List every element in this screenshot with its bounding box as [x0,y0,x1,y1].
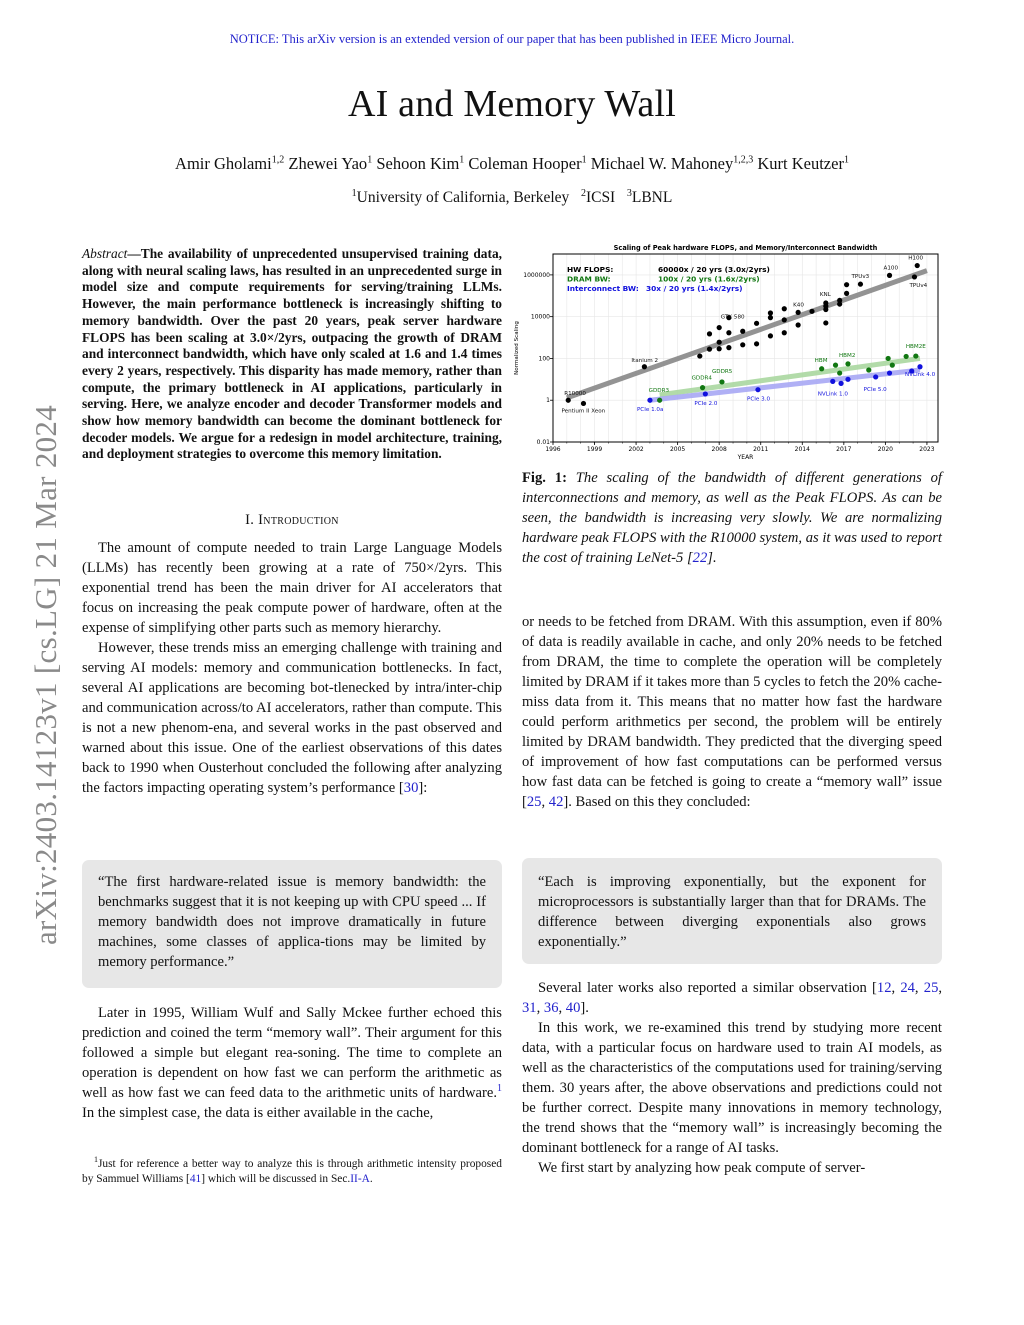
figure-1-chart [508,242,948,462]
data-point [642,364,647,369]
author-name: Kurt Keutzer$^1$ [757,154,849,173]
intro-paragraph-6: In this work, we re-examined this trend by studying more recent data, with a particular focus on hardware used to train AI models, as well as the characteristics of the computations used for training/serving them. 30 years after, the above observations and predictions could not be further correct. Despite many innovations in memory technology, the trend shows that the “memory wall” is increasingly becoming the dominant bottleneck for a range of AI tasks. [522,1020,942,1156]
footnote: $^1$Just for reference a better way to analyze this is through arithmetic intensity proposed by Sammuel Williams [41] which will be discussed in Sec.II-A. [82,1155,502,1185]
svg-text:2008: 2008 [711,446,727,453]
author-name: Sehoon Kim$^1$ [376,154,465,173]
svg-text:1: 1 [546,397,550,405]
svg-text:2017: 2017 [836,446,852,453]
data-point [726,345,731,350]
data-point [830,379,835,384]
svg-text:1000000: 1000000 [523,271,550,279]
data-point [566,398,571,403]
data-point [838,381,843,386]
data-point [768,315,773,320]
svg-text:Itanium 2: Itanium 2 [631,357,659,364]
svg-text:PCIe 2.0: PCIe 2.0 [694,400,718,407]
data-point [823,307,828,312]
data-point [657,398,662,403]
svg-text:GTX 580: GTX 580 [720,314,745,321]
legend-label: Interconnect BW: [567,284,639,293]
svg-text:NVLink 1.0: NVLink 1.0 [817,391,848,398]
data-point [768,333,773,338]
section-heading: I. Introduction [245,512,339,528]
wulf-mckee-quote: “Each is improving exponentially, but the exponent for microprocessors is substantially larger than that for DRAMs. The difference between diverging exponentials also grows exponentially.” [522,858,942,964]
svg-text:A100: A100 [883,265,899,272]
data-point [754,321,759,326]
citation-link[interactable]: 25 [923,980,939,996]
data-point [833,363,838,368]
data-point [703,391,708,396]
abstract-text: The availability of unprecedented unsupervised training data, along with neural scaling laws, has resulted in an unprecedented surge in model size and compute requirements for serving/training LLMs. However, the main performance bottleneck is increasingly shifting to memory bandwidth. Over the past 20 years, peak server hardware FLOPS has been scaling at 3.0×/2yrs, outpacing the growth of DRAM and interconnect bandwidth, which have only scaled at 1.6 and 1.4 times every 2 years, respectively. This disparity has made memory, rather than compute, the primary bottleneck in AI applications, particularly in serving. Here, we analyze encoder and decoder Transformer models and show how memory bandwidth can become the dominant bottleneck for decoder models. We argue for a redesign in model architecture, training, and deployment strategies to overcome this memory limitation. [82,246,502,462]
citation-link[interactable]: 42 [548,794,564,810]
affiliation: $^2$ICSI [580,187,616,206]
author-name: Amir Gholami$^{1,2}$ [175,154,285,173]
data-point [858,282,863,287]
x-axis-label: YEAR [737,454,754,461]
intro-paragraph-4: or needs to be fetched from DRAM. With this assumption, even if 80% of data is readily available in cache, and only 20% needs to be fetched from DRAM, the time to complete the operation will be completely limited by DRAM if it takes more than 5 cycles to fetch the 20% cache-miss data from it. This means that no matter how fast the hardware could perform arithmetics per second, the problem will be entirely limited by DRAM bandwidth. They predicted that the diverging speed of improvement of how fast computations can be performed versus how fast data can be fetched is going to create a “memory wall” issue [25, 42]. Based on this they concluded: [522,614,942,810]
citation-link[interactable]: 40 [565,1000,581,1016]
data-point [717,340,722,345]
svg-text:KNL: KNL [819,292,831,299]
svg-text:HBM2E: HBM2E [905,344,926,351]
citation-link[interactable]: 31 [522,1000,537,1016]
data-point [796,322,801,327]
svg-text:K40: K40 [793,302,804,309]
citation-link[interactable]: 30 [403,780,419,796]
svg-text:0.01: 0.01 [536,439,550,446]
citation-link[interactable]: 36 [543,1000,559,1016]
svg-text:2011: 2011 [753,446,769,453]
author-name: Zhewei Yao$^1$ [288,154,373,173]
data-point [915,263,920,268]
svg-text:HBM2: HBM2 [838,352,856,359]
figure-1-caption: Fig. 1: The scaling of the bandwidth of different generations of interconnections and memory, as well as the Peak FLOPS. As can be seen, the bandwidth is increasing very slowly. We are normalizing hardware peak FLOPS with the R10000 system, as it was used to report the cost of training LeNet-5 [22]. [522,470,942,566]
author-name: Coleman Hooper$^1$ [468,154,587,173]
svg-text:HBM: HBM [814,357,828,364]
data-point [887,370,892,375]
section-link[interactable]: II-A [350,1172,370,1185]
data-point [913,353,918,358]
svg-text:NVLink 4.0: NVLink 4.0 [904,371,936,378]
data-point [887,273,892,278]
data-point [844,291,849,296]
chart-title: Scaling of Peak hardware FLOPS, and Memory/Interconnect Bandwidth [613,244,878,252]
data-point [866,367,871,372]
citation-link[interactable]: 41 [189,1172,202,1185]
introduction-section [82,510,502,798]
data-point [719,379,724,384]
data-point [823,320,828,325]
data-point [837,301,842,306]
svg-text:Pentium II Xeon: Pentium II Xeon [561,408,606,415]
abstract: Abstract—The availability of unprecedented unsupervised training data, along with neural scaling laws, has resulted in an unprecedented surge in model size and compute requirements for serving/training LLMs. However, the main performance bottleneck is increasingly shifting to memory bandwidth. Over the past 20 years, peak server hardware FLOPS has been scaling at 3.0×/2yrs, outpacing the growth of DRAM and interconnect bandwidth, which have only scaled at 1.6 and 1.4 times every 2 years, respectively. This disparity has made memory, rather than compute, the primary bottleneck in AI applications, particularly in serving. Here, we analyze encoder and decoder Transformer models and show how memory bandwidth can become the dominant bottleneck for decoder models. We argue for a redesign in model architecture, training, and deployment strategies to overcome this memory limitation. [82,246,502,462]
data-point [717,325,722,330]
intro-paragraph-3: Later in 1995, William Wulf and Sally Mckee further echoed this prediction and coined the term “memory wall”. Their argument for this followed a simple but elegant rea-soning. The time to complete an operation is dependent on how fast we can perform the arithmetic as well as how fast we can feed data to the arithmetic units of hardware.$^1$ In the simplest case, the data is either available in the cache, [82,1005,502,1121]
data-point [873,374,878,379]
intro-paragraph-5: Several later works also reported a similar observation [12, 24, 25, 31, 36, 40]. [522,980,943,1016]
svg-text:2005: 2005 [669,446,686,453]
citation-link[interactable]: 12 [876,980,892,996]
legend-value: 60000x / 20 yrs (3.0x/2yrs) [658,265,770,274]
data-point [890,363,895,368]
citation-link[interactable]: 25 [526,794,542,810]
data-point [581,401,586,406]
svg-text:GDDR4: GDDR4 [691,375,712,382]
data-point [844,282,849,287]
svg-text:10000: 10000 [530,313,550,321]
svg-text:1996: 1996 [545,446,561,453]
svg-text:TPUv3: TPUv3 [851,274,870,281]
svg-text:PCIe 5.0: PCIe 5.0 [863,386,887,393]
figure-label: Fig. 1: [522,470,567,486]
data-point [917,364,922,369]
data-point [904,354,909,359]
y-axis-label: Normalized Scaling [514,321,520,375]
data-point [754,341,759,346]
svg-text:2002: 2002 [628,446,644,453]
data-point [809,309,814,314]
scaling-chart-svg [508,242,948,462]
intro-paragraphs-5-7 [522,978,942,1178]
publication-notice: NOTICE: This arXiv version is an extended version of our paper that has been published in IEEE Micro Journal. [229,32,795,46]
svg-text:1999: 1999 [586,446,603,453]
legend-value: 100x / 20 yrs (1.6x/2yrs) [658,274,760,284]
abstract-label: Abstract [82,246,128,261]
paper-title: AI and Memory Wall [347,83,677,125]
author-name: Michael W. Mahoney$^{1,2,3}$ [590,154,754,173]
svg-text:PCIe 1.0a: PCIe 1.0a [636,407,664,414]
data-point [740,329,745,334]
data-point [819,366,824,371]
legend-value: 30x / 20 yrs (1.4x/2yrs) [646,284,743,293]
citation-link[interactable]: 22 [692,550,708,566]
svg-text:PCIe 3.0: PCIe 3.0 [746,396,771,403]
affiliation: $^3$LBNL [626,187,673,206]
svg-text:100: 100 [538,355,550,363]
footnote-link[interactable]: 1 [497,1083,502,1095]
data-point [782,330,787,335]
intro-paragraph-7: We first start by analyzing how peak compute of server- [538,1160,866,1176]
svg-text:2014: 2014 [794,446,810,453]
svg-text:2023: 2023 [919,446,935,453]
data-point [782,306,787,311]
svg-text:H100: H100 [908,255,924,262]
data-point [796,310,801,315]
data-point [647,398,652,403]
data-point [768,310,773,315]
data-point [755,387,760,392]
data-point [717,346,722,351]
data-point [886,356,891,361]
data-point [845,361,850,366]
svg-text:GDDR5: GDDR5 [711,368,733,375]
legend-label: DRAM BW: [567,274,611,284]
author-list [0,154,1024,174]
data-point [845,377,850,382]
arxiv-identifier-stamp[interactable]: arXiv:2403.14123v1 [cs.LG] 21 Mar 2024 [28,404,63,945]
data-point [707,347,712,352]
data-point [740,342,745,347]
data-point [912,274,917,279]
svg-text:2020: 2020 [877,446,894,453]
svg-text:R10000: R10000 [564,391,586,398]
affiliations [0,189,1024,207]
data-point [697,353,702,358]
legend-label: HW FLOPS: [567,265,614,274]
data-point [782,317,787,322]
intro-paragraph-1: The amount of compute needed to train Large Language Models (LLMs) has recently been growing at a rate of 750×/2yrs. This exponential trend has been the main driver for AI accelerators that focus on increasing the peak compute power of hardware, often at the expense of simplifying other parts such as memory hierarchy. [82,540,502,636]
data-point [707,331,712,336]
data-point [837,370,842,375]
svg-text:TPUv4: TPUv4 [909,282,928,289]
svg-text:GDDR3: GDDR3 [648,388,670,395]
affiliation: $^1$University of California, Berkeley [351,187,570,206]
ousterhout-quote: “The first hardware-related issue is memory bandwidth: the benchmarks suggest that it is not keeping up with CPU speed ... If memory bandwidth does not improve dramatically in future machines, some classes of applica-tions may be limited by memory performance.” [82,860,502,988]
data-point [726,330,731,335]
citation-link[interactable]: 24 [900,980,915,996]
intro-paragraph-2: However, these trends miss an emerging challenge with training and serving AI models: memory and communication bottlenecks. In fact, several AI applications are becoming bot-tlenecked by intra/inter-chip and communication across/to AI accelerators, rather than compute. This is not a new phenom-ena, and several works in the past observed and warned about this issue. One of the earliest observations of this dates back to 1990 when Ousterhout concluded the following after analyzing the factors impacting operating system’s performance [30]: [82,640,502,796]
data-point [700,385,705,390]
